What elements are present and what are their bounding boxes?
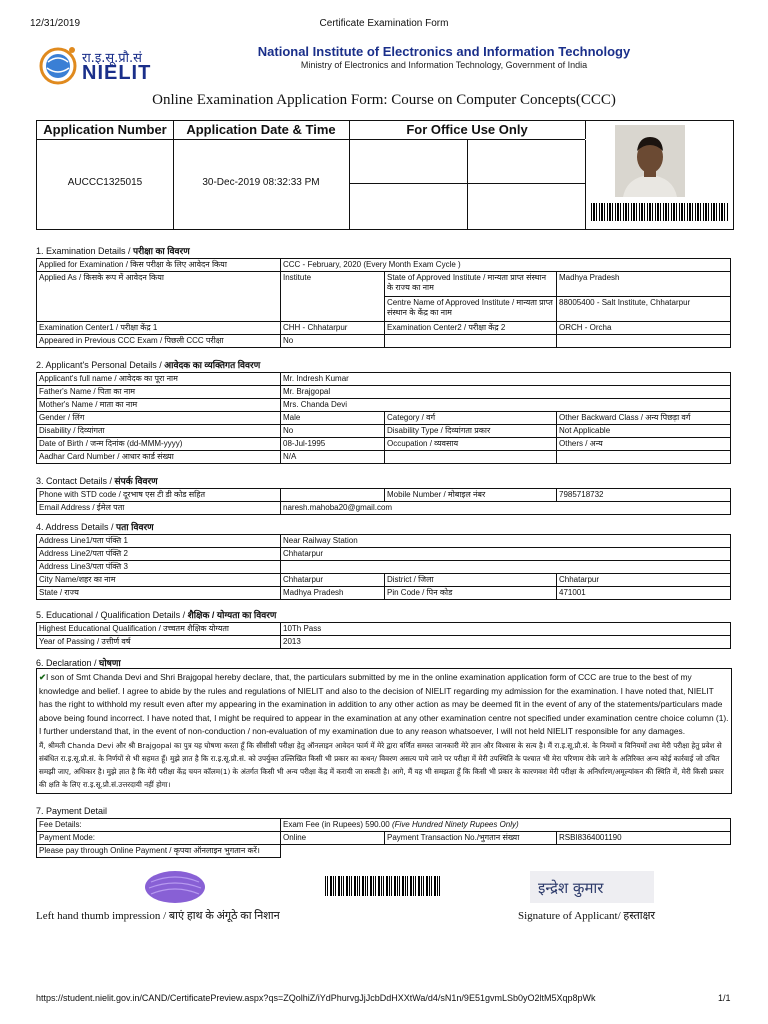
section-address-title: 4. Address Details / पता विवरण [36, 522, 154, 532]
section-declaration-title: 6. Declaration / घोषणा [36, 658, 121, 668]
ministry-name: Ministry of Electronics and Information Technology, Government of India [300, 60, 588, 70]
table-row: Phone with STD code / दूरभाष एस टी डी कोड सहित Mobile Number / मोबाइल नंबर 7985718732 [37, 489, 731, 502]
application-number-header: Application Number [43, 122, 167, 137]
logo-english-text: NIELIT [82, 62, 152, 84]
table-row: Applied for Examination / किस परीक्षा के लिए आवेदन किया CCC - February, 2020 (Every Month Exam Cycle ) [37, 259, 731, 272]
table-row: Payment Mode: Online Payment Transaction No./भुगतान संख्या RSBI8364001190 [37, 832, 731, 845]
application-summary-box [36, 120, 734, 230]
table-row: Please pay through Online Payment / कृपया ऑनलाइन भुगतान करें। [37, 845, 731, 858]
table-row: State / राज्य Madhya Pradesh Pin Code / पिन कोड 471001 [37, 587, 731, 600]
table-row: Appeared in Previous CCC Exam / पिछली CCC परीक्षा No [37, 335, 731, 348]
table-row: Father's Name / पिता का नाम Mr. Brajgopal [37, 386, 731, 399]
section-contact-title: 3. Contact Details / संपर्क विवरण [36, 476, 158, 486]
payment-details-table [36, 818, 731, 858]
table-row: Centre Name of Approved Institute / मान्यता प्राप्त संस्थान के केंद्र का नाम 88005400 - Salt Institute, Chhatarpur [37, 297, 731, 322]
section-personal-title: 2. Applicant's Personal Details / आवेदक का व्यक्तिगत विवरण [36, 360, 261, 370]
table-row: Highest Educational Qualification / उच्चतम शैक्षिक योग्यता 10Th Pass [37, 623, 731, 636]
application-number-value: AUCCC1325015 [67, 177, 143, 188]
logo-hindi-text: रा.इ.सू.प्रौ.सं [82, 51, 142, 66]
table-row: Disability / दिव्यांगता No Disability Type / दिव्यांगता प्रकार Not Applicable [37, 425, 731, 438]
address-details-table [36, 534, 731, 600]
exam-details-table [36, 258, 731, 348]
section-exam-title: 1. Examination Details / परीक्षा का विवरण [36, 246, 190, 256]
footer-url: https://student.nielit.gov.in/CAND/CertificatePreview.aspx?qs=ZQolhiZ/iYdPhurvgJjJcbDdHXXtWa/d4/sN1n/9E51gvmLSb0yO2ltM5Xqp8pWk [36, 993, 596, 1003]
signature-label: Signature of Applicant/ हस्ताक्षर [518, 910, 656, 922]
print-title: Certificate Examination Form [319, 18, 449, 29]
table-row: Gender / लिंग Male Category / वर्ग Other Backward Class / अन्य पिछड़ा वर्ग [37, 412, 731, 425]
section-education-title: 5. Educational / Qualification Details / शैक्षिक / योग्यता का विवरण [36, 610, 277, 620]
declaration-box [36, 668, 732, 794]
table-row: Year of Passing / उत्तीर्ण वर्ष 2013 [37, 636, 731, 649]
application-datetime-header: Application Date & Time [186, 122, 336, 137]
thumb-impression-image [117, 868, 237, 906]
declaration-hindi: मैं, श्रीमती Chanda Devi और श्री Brajgopal का पुत्र यह घोषणा करता हूँ कि सीसीसी परीक्षा हेतु ऑनलाइन आवेदन फार्म में मेरे द्वारा वर्णित समस्त जानकारी मेरे ज्ञान और विश्वास के सत्य है। मैं रा.इ.सू.प्रौ.सं. के नियमों व विनियमों तथा मेरी परीक्षा हेतु प्रवेश से संबंधित रा.इ.सू.प्रौ.सं. के निर्णयों से भी सहमत हूँ। मुझे ज्ञात है कि रा.इ.सू.प्रौ.सं. को उपर्युक्त उल्लिखित किसी भी प्रकार का कथन/ विवरण असत्य पाये जाने पर परीक्षा में मेरी उपस्थिति के पश्चात भी मेरा परिणाम रोके जाने के अतिरिक्त अन्य कोई कार्रवाई जो उचित समझी जाए, अधिकार है। मुझे ज्ञात है कि मेरी परीक्षा केंद्र चयन कॉलम(1) के अंतर्गत किसी भी अन्य परीक्षा केंद्र में करायी जा सकती है। आगे, मैं यह भी समझता हूँ कि किसी भी प्रकार के कारणवश मेरी परीक्षा के अनिर्धारण/अमूल्यांकन की स्थिति में, मेरी किसी प्रकार की क्षति के लिए रा.इ.सू.प्रौ.सं.उत्तरदायी नहीं होगा। [39, 740, 724, 789]
table-row: Fee Details: Exam Fee (in Rupees) 590.00 (Five Hundred Ninety Rupees Only) [37, 819, 731, 832]
table-row: Address Line3/पता पंक्ति 3 [37, 561, 731, 574]
table-row: Examination Center1 / परीक्षा केंद्र 1 CHH - Chhatarpur Examination Center2 / परीक्षा केंद्र 2 ORCH - Orcha [37, 322, 731, 335]
section-payment-title: 7. Payment Detail [36, 806, 108, 816]
print-date: 12/31/2019 [30, 18, 81, 29]
footer-page-number: 1/1 [718, 993, 731, 1003]
table-row: Aadhar Card Number / आधार कार्ड संख्या N/A [37, 451, 731, 464]
thumb-impression-label: Left hand thumb impression / बाएं हाथ के अंगूठे का निशान [36, 910, 280, 922]
applicant-barcode [325, 876, 441, 896]
table-row: Mother's Name / माता का नाम Mrs. Chanda Devi [37, 399, 731, 412]
applicant-photo [615, 125, 685, 197]
svg-text:इन्द्रेश कुमार: इन्द्रेश कुमार [538, 879, 604, 897]
personal-details-table [36, 372, 731, 464]
application-datetime-value: 30-Dec-2019 08:32:33 PM [202, 177, 320, 188]
declaration-english: I son of Smt Chanda Devi and Shri Brajgopal hereby declare, that, the particulars submitted by me in the online examination application form of CCC are true to the best of my knowledge and belief. I agree to abide by the rules and regulations of NIELIT and also to the decision of NIELIT regarding my admission for the examination. I have noted that, NIELIT has the right to withhold my result even after my appearing in the examination in addition to any other action as may be deemed fit in the event of any of the statements/particulars made above being found incorrect. I have noted that, I might be required to appear in the examination at any other examination centre not specified under examination centre choice column (1). I further understand that, in the event of non-conduction / non-evaluation of my examination due to any reason whatsoever, I will not held NIELIT responsible for any damages. [39, 672, 729, 737]
table-row: City Name/शहर का नाम Chhatarpur District / जिला Chhatarpur [37, 574, 731, 587]
table-row: Date of Birth / जन्म दिनांक (dd-MMM-yyyy) 08-Jul-1995 Occupation / व्यवसाय Others / अन्य [37, 438, 731, 451]
table-row: Address Line1/पता पंक्ति 1 Near Railway Station [37, 535, 731, 548]
application-barcode [591, 203, 729, 221]
table-row: Email Address / ईमेल पता naresh.mahoba20@gmail.com [37, 502, 731, 515]
contact-details-table [36, 488, 731, 515]
org-name: National Institute of Electronics and Information Technology [257, 44, 631, 59]
table-row: Applied As / किसके रूप में आवेदन किया Institute State of Approved Institute / मान्यता प्राप्त संस्थान के राज्य का नाम Madhya Pradesh [37, 272, 731, 297]
table-row: Address Line2/पता पंक्ति 2 Chhatarpur [37, 548, 731, 561]
table-row: Applicant's full name / आवेदक का पूरा नाम Mr. Indresh Kumar [37, 373, 731, 386]
signature-image [530, 871, 654, 903]
office-use-header: For Office Use Only [406, 122, 528, 137]
checkmark-icon: ✔ [39, 672, 47, 682]
form-title: Online Examination Application Form: Course on Computer Concepts(CCC) [152, 92, 616, 108]
education-details-table [36, 622, 731, 649]
